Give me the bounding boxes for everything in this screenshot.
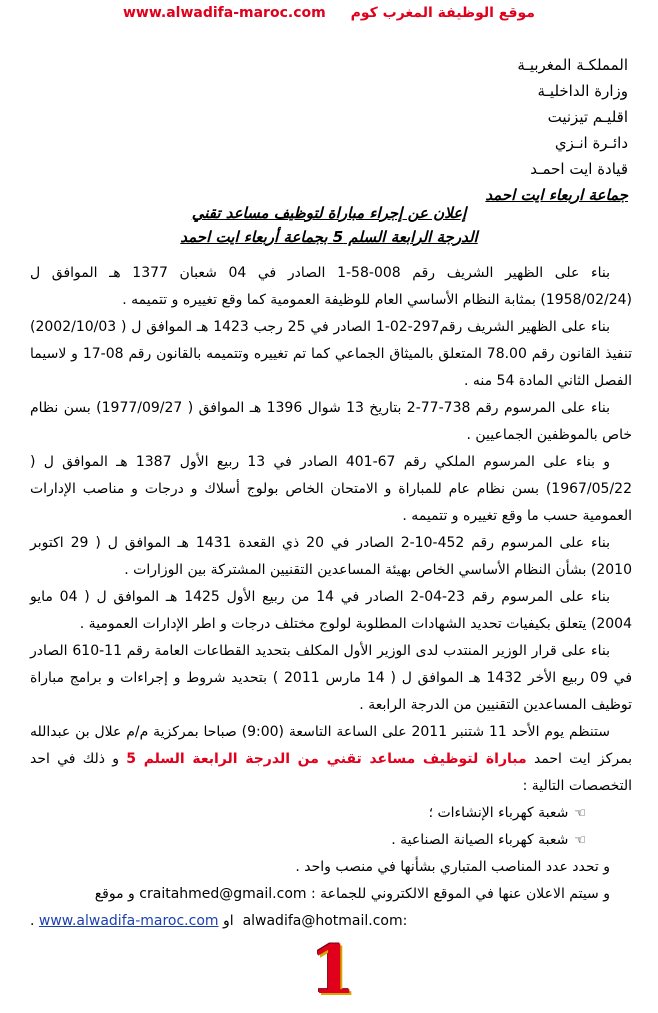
site-header — [0, 5, 658, 21]
paragraph-royal-decree-1967: و بناء على المرسوم الملكي رقم 67-401 الصادر في 13 ربيع الأول 1387 هـ الموافق ل ( 1967/05/22) بسن نظام عام للمباراة و الامتحان الخاص بولوج أسلاك و درجات و مناصب الإدارات العمومية حسب ما وقع تغييره و تتميمه . — [30, 454, 632, 524]
specialty-label: شعبة كهرباء الإنشاءات ؛ — [428, 805, 569, 821]
alwadifa-site-link[interactable]: www.alwadifa-maroc.com — [38, 913, 219, 929]
alwadifa-email[interactable]: alwadifa@hotmail.com: — [242, 913, 408, 929]
paragraph-posts-count: و تحدد عدد المناصب المتباري بشأنها في منصب واحد . — [295, 859, 610, 875]
paragraph-publication — [30, 881, 632, 908]
specialty-item — [30, 827, 632, 854]
exam-title-highlight: مباراة لتوظيف مساعد تقني من الدرجة الرابعة السلم 5 — [126, 751, 527, 767]
paragraph-dahir-1958: بناء على الظهير الشريف رقم 008-58-1 الصادر في 04 شعبان 1377 هـ الموافق ل (1958/02/24) بمثابة النظام الأساسي العام للوظيفة العمومية كما وقع تغييره و تتميمه . — [30, 265, 632, 308]
commune-line: جماعة اربعاء ايت احمد — [485, 186, 628, 204]
publication-and-site: و موقع — [94, 886, 135, 902]
title-line-2: الدرجة الرابعة السلم 5 بجماعة أربعاء ايت احمد — [180, 228, 478, 246]
province-line: اقليـم تيزنيت — [547, 108, 628, 126]
kingdom-line: المملكـة المغربيـة — [517, 56, 628, 74]
exam-schedule-text: ستنظم يوم الأحد 11 شتنبر 2011 على الساعة التاسعة (9:00) صباحا بمركزية م/م علال بن عبدالله بمركز ايت احمد — [30, 724, 633, 767]
ministry-line: وزارة الداخليـة — [537, 82, 628, 100]
site-name-arabic: موقع الوظيفة المغرب كوم — [350, 5, 535, 21]
issuing-authority-block — [328, 52, 628, 208]
specialty-item — [30, 800, 632, 827]
publication-text: و سيتم الاعلان عنها في الموقع الالكتروني للجماعة : — [310, 886, 610, 902]
commune-email[interactable]: craitahmed@gmail.com — [139, 886, 307, 902]
final-period: . — [30, 913, 35, 929]
district-line: دائـرة انـزي — [554, 134, 628, 152]
announcement-title — [0, 201, 658, 249]
pointing-hand-icon: ☜ — [574, 833, 586, 848]
or-word: او — [223, 913, 234, 929]
paragraph-ministerial-order-2011: بناء على قرار الوزير المنتدب لدى الوزير الأول المكلف بتحديد القطاعات العامة رقم 11-610 الصادر في 09 ربيع الأخر 1432 هـ الموافق ل ( 14 مارس 2011 ) بتحديد شروط و إجراءات و برامج مباراة توظيف المساعدين التقنيين من الدرجة الرابعة . — [30, 643, 633, 713]
title-line-1: إعلان عن إجراء مباراة لتوظيف مساعد تقني — [191, 204, 467, 222]
paragraph-decree-1977: بناء على المرسوم رقم 738-77-2 بتاريخ 13 شوال 1396 هـ الموافق ( 1977/09/27) بسن نظام خاص بالموظفين الجماعيين . — [30, 400, 632, 443]
announcement-body — [30, 260, 632, 935]
paragraph-exam-schedule — [30, 719, 632, 800]
exam-schedule-end: و ذلك في احد التخصصات التالية : — [30, 751, 632, 794]
specialty-label: شعبة كهرباء الصيانة الصناعية . — [391, 832, 569, 848]
paragraph-dahir-2002: بناء على الظهير الشريف رقم297-02-1 الصادر في 25 رجب 1423 هـ الموافق ل ( 2002/10/03) تنفيذ القانون رقم 78.00 المتعلق بالميثاق الجماعي كما تم تغييره وتتميمه بالقانون رقم 08-17 و لاسيما الفصل الثاني المادة 54 منه . — [30, 319, 633, 389]
page-number: 1 — [310, 931, 356, 1009]
paragraph-decree-2010: بناء على المرسوم رقم 452-10-2 الصادر في 20 ذي القعدة 1431 هـ الموافق ل ( 29 اكتوبر 2010) بشأن النظام الأساسي الخاص بهيئة المساعدين التقنيين المشتركة بين الوزارات . — [30, 535, 632, 578]
paragraph-decree-2004: بناء على المرسوم رقم 23-04-2 الصادر في 14 من ربيع الأول 1425 هـ الموافق ل ( 04 مايو 2004) يتعلق بكيفيات تحديد الشهادات المطلوبة لولوج مختلف درجات و اطر الإدارات العمومية . — [30, 589, 632, 632]
caidat-line: قيادة ايت احمـد — [530, 160, 628, 178]
pointing-hand-icon: ☜ — [574, 806, 586, 821]
site-url[interactable]: www.alwadifa-maroc.com — [123, 5, 326, 21]
